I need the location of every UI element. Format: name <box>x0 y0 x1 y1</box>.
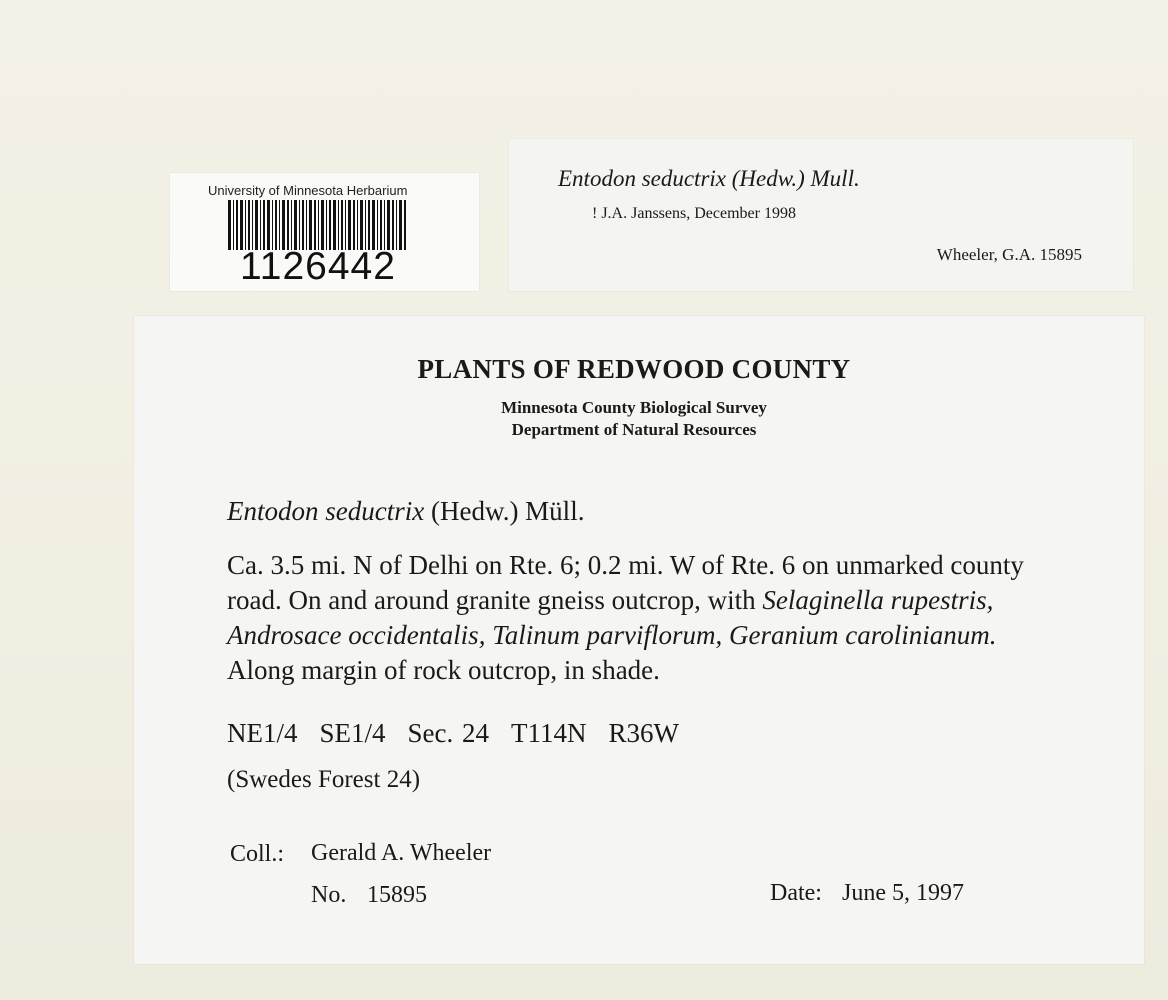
collector-reference: Wheeler, G.A. 15895 <box>936 245 1082 264</box>
label-subtitle-department: Department of Natural Resources <box>511 420 757 439</box>
taxon-author: (Hedw.) Müll. <box>424 496 585 526</box>
label-subtitle-survey: Minnesota County Biological Survey <box>501 398 767 417</box>
collection-number: 15895 <box>367 882 427 908</box>
trs-range: R36W <box>608 718 679 748</box>
label-title: PLANTS OF REDWOOD COUNTY <box>417 354 851 384</box>
quadrangle: (Swedes Forest 24) <box>227 766 421 793</box>
barcode-number: 1126442 <box>240 245 396 288</box>
trs-quarter-1: NE1/4 <box>227 718 298 748</box>
trs-section: Sec. 24 <box>407 718 489 748</box>
locality-text: Ca. 3.5 mi. N of Delhi on Rte. 6; 0.2 mi. W of Rte. 6 on unmarked county road. On and around granite gneiss outcrop, with <box>227 550 1024 615</box>
taxon-name: Entodon seductrix <box>227 496 425 526</box>
determination-taxon: Entodon seductrix (Hedw.) Mull. <box>558 166 860 191</box>
collector-name: Gerald A. Wheeler <box>311 840 492 866</box>
taxon <box>227 496 584 527</box>
barcode-label <box>170 173 479 291</box>
collection-date: June 5, 1997 <box>842 880 964 906</box>
township-range-section <box>227 718 701 749</box>
trs-quarter-2: SE1/4 <box>319 718 386 748</box>
determiner: ! J.A. Janssens, December 1998 <box>592 205 796 222</box>
date-label: Date: <box>770 880 822 906</box>
trs-township: T114N <box>511 718 587 748</box>
habitat-text: Along margin of rock outcrop, in shade. <box>227 655 660 685</box>
barcode-image <box>228 200 408 250</box>
determination-label <box>509 139 1133 291</box>
number-label: No. <box>311 882 347 908</box>
collection-label <box>134 316 1144 964</box>
associated-species: Selaginella rupestris, Androsace occidentalis, Talinum parviflorum, Geranium carolinianum. <box>227 585 997 650</box>
locality-description <box>227 548 1047 688</box>
institution-name: University of Minnesota Herbarium <box>208 183 408 198</box>
collector-label: Coll.: <box>230 841 285 867</box>
